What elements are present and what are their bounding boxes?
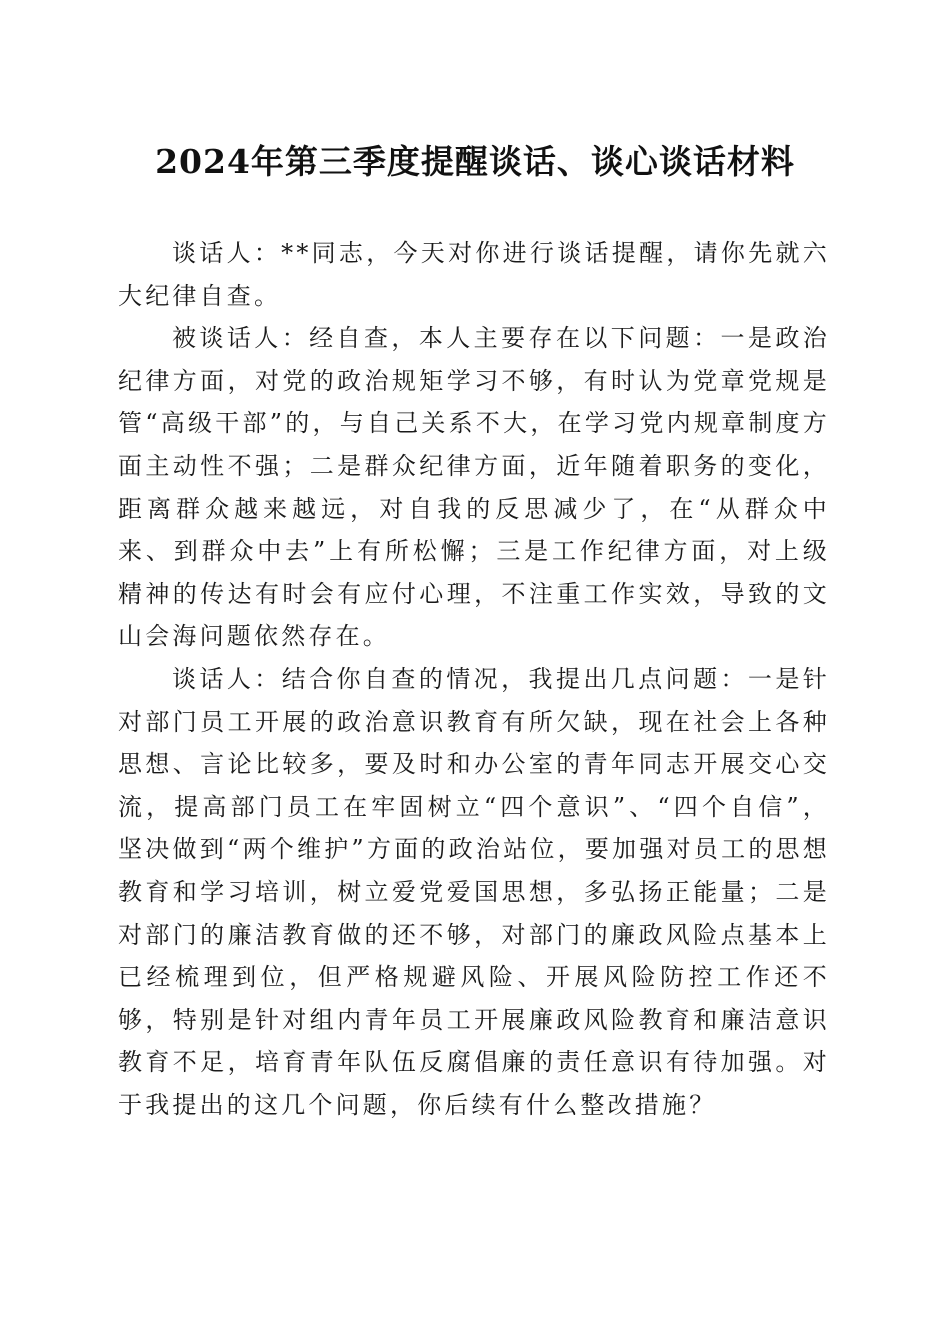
document-title: 2024年第三季度提醒谈话、谈心谈话材料 xyxy=(155,142,795,181)
document-body xyxy=(118,232,830,1126)
paragraph-2: 被谈话人：经自查，本人主要存在以下问题：一是政治纪律方面，对党的政治规矩学习不够，有时认为党章党规是管“高级干部”的，与自己关系不大，在学习党内规章制度方面主动性不强；二是群众纪律方面，近年随着职务的变化，距离群众越来越远，对自我的反思减少了，在“从群众中来、到群众中去”上有所松懈；三是工作纪律方面，对上级精神的传达有时会有应付心理，不注重工作实效，导致的文山会海问题依然存在。 xyxy=(118,324,830,651)
paragraph-1: 谈话人：**同志，今天对你进行谈话提醒，请你先就六大纪律自查。 xyxy=(118,239,830,310)
paragraph-3: 谈话人：结合你自查的情况，我提出几点问题：一是针对部门员工开展的政治意识教育有所欠缺，现在社会上各种思想、言论比较多，要及时和办公室的青年同志开展交心交流，提高部门员工在牢固树立“四个意识”、“四个自信”，坚决做到“两个维护”方面的政治站位，要加强对员工的思想教育和学习培训，树立爱党爱国思想，多弘扬正能量；二是对部门的廉洁教育做的还不够，对部门的廉政风险点基本上已经梳理到位，但严格规避风险、开展风险防控工作还不够，特别是针对组内青年员工开展廉政风险教育和廉洁意识教育不足，培育青年队伍反腐倡廉的责任意识有待加强。对于我提出的这几个问题，你后续有什么整改措施？ xyxy=(118,664,830,1119)
